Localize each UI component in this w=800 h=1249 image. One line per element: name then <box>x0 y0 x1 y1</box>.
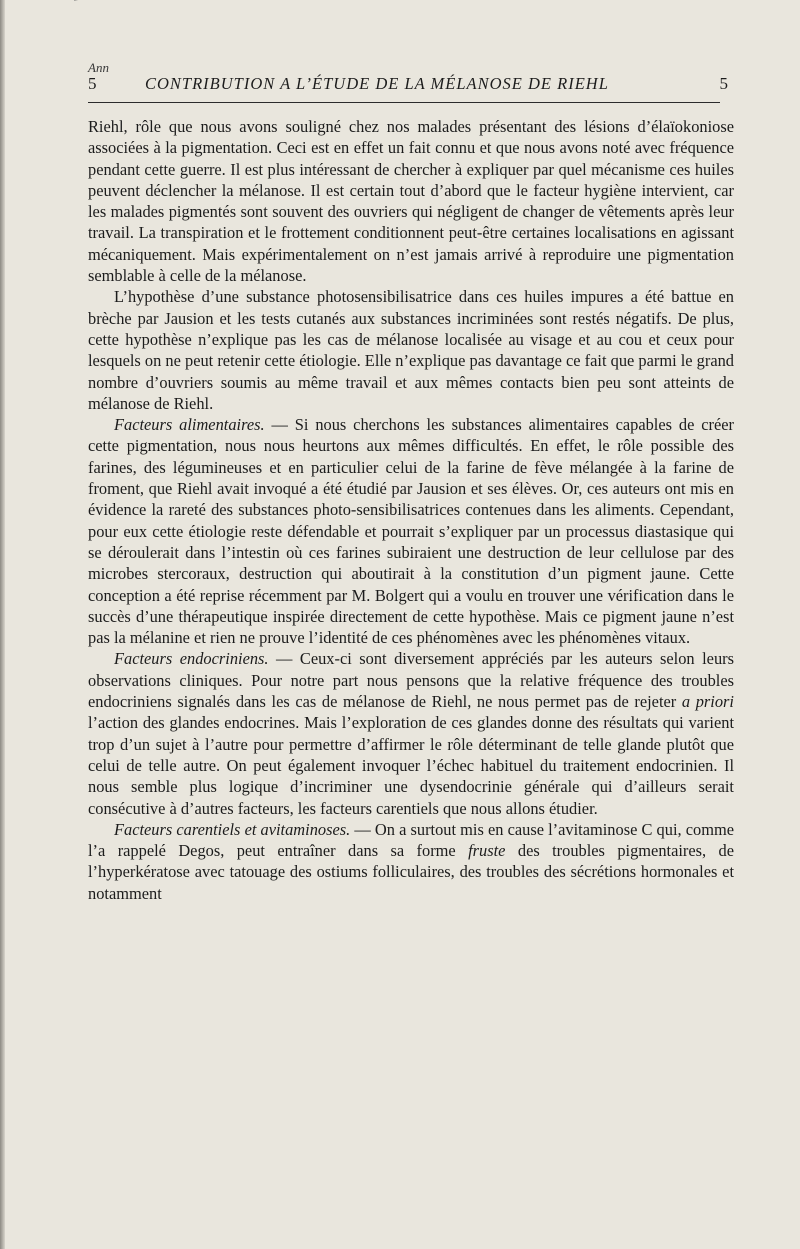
page-header <box>88 74 728 96</box>
page-number-left: 5 <box>88 74 97 93</box>
paragraph-3-text: — Si nous cherchons les substances alimentaires capables de créer cette pigmentation, nous nous heurtons aux mêmes difficultés. En effet, le rôle possible des farines, des légumineuses et en particulier celui de la farine de fève mélangée à la farine de froment, que Riehl avait invoqué a été étudié par Jausion et ses élèves. Or, ces auteurs ont mis en évidence la rareté des substances photo-sensibilisatrices contenues dans les aliments. Cependant, pour eux cette étiologie reste défendable et pourrait s’expliquer par un processus diastasique qui se déroulerait dans l’intestin où ces farines subiraient une destruction de leur cellulose par des microbes stercoraux, destruction qui aboutirait à la constitution d’un pigment jaune. Cette conception a été reprise récemment par M. Bolgert qui a voulu en trouver une vérification dans le succès d’une thérapeutique inspirée directement de cette hypothèse. Mais ce pigment jaune n’est pas la mélanine et rien ne prouve l’identité de ces phénomènes avec les phénomènes vitaux. <box>88 415 735 648</box>
corner-pencil-mark <box>74 0 116 15</box>
paragraph-3 <box>88 414 734 648</box>
section-heading-alimentaires: Facteurs alimentaires. <box>114 415 265 435</box>
paragraph-4-italic: a priori <box>681 692 734 712</box>
handwritten-note: Ann <box>88 60 109 75</box>
paragraph-5-text-b: des troubles pigmentaires, de l’hyperkératose avec tatouage des ostiums folliculaires, des troubles des sécrétions hormonales et notamment <box>88 841 734 903</box>
paragraph-2: L’hypothèse d’une substance photosensibilisatrice dans ces huiles impures a été battue en brèche par Jausion et les tests cutanés aux substances incriminées sont restés négatifs. De plus, cette hypothèse n’explique pas les cas de mélanose localisée au visage et au cou et ceux pour lesquels on ne peut retenir cette étiologie. Elle n’explique pas davantage ce fait que parmi le grand nombre d’ouvriers soumis au même travail et aux mêmes contacts bien peu sont atteints de mélanose de Riehl. <box>88 287 734 413</box>
section-heading-endocriniens: Facteurs endocriniens. <box>114 649 269 669</box>
paragraph-1: Riehl, rôle que nous avons souligné chez nos malades présentant des lésions d’élaïokoniose associées à la pigmentation. Ceci est en effet un fait connu et que nous avons noté avec fréquence pendant cette guerre. Il est plus intéressant de chercher à expliquer par quel mécanisme ces huiles peuvent déclencher la mélanose. Il est certain tout d’abord que le facteur hygiène intervient, car les malades pigmentés sont souvent des ouvriers qui négligent de changer de vêtements après leur travail. La transpiration et le frottement conditionnent peut-être certaines localisations en agissant mécaniquement. Mais expérimentalement on n’est jamais arrivé à reproduire une pigmentation semblable à celle de la mélanose. <box>88 117 734 286</box>
paragraph-5 <box>88 819 734 904</box>
running-title: CONTRIBUTION A L’ÉTUDE DE LA MÉLANOSE DE RIEHL <box>145 74 609 93</box>
paragraph-5-text-a: — On a surtout mis en cause l’avitaminose C qui, comme l’a rappelé Degos, peut entraîner dans sa forme <box>88 819 734 861</box>
section-heading-carentiels: Facteurs carentiels et avitaminoses. <box>114 819 351 839</box>
article-body <box>88 116 734 904</box>
paragraph-4-text-b: l’action des glandes endocrines. Mais l’exploration de ces glandes donne des résultats qui varient trop d’un sujet à l’autre pour permettre d’affirmer le rôle déterminant de telle glande plutôt que celui de telle autre. On peut également invoquer l’échec habituel du traitement endocrinien. Il nous semble plus logique d’incriminer une dysendocrinie générale qui d’ailleurs serait consécutive à d’autres facteurs, les facteurs carentiels que nous allons étudier. <box>88 713 734 818</box>
paragraph-5-italic: fruste <box>468 841 506 861</box>
page-number-right: 5 <box>719 74 728 93</box>
page-binding-edge <box>0 0 5 1249</box>
header-rule <box>88 102 720 103</box>
paragraph-4-text-a: — Ceux-ci sont diversement appréciés par les auteurs selon leurs observations cliniques. Pour notre part nous pensons que la relative fréquence des troubles endocriniens signalés dans les cas de mélanose de Riehl, ne nous permet pas de rejeter <box>88 649 734 712</box>
paragraph-4 <box>88 648 734 818</box>
